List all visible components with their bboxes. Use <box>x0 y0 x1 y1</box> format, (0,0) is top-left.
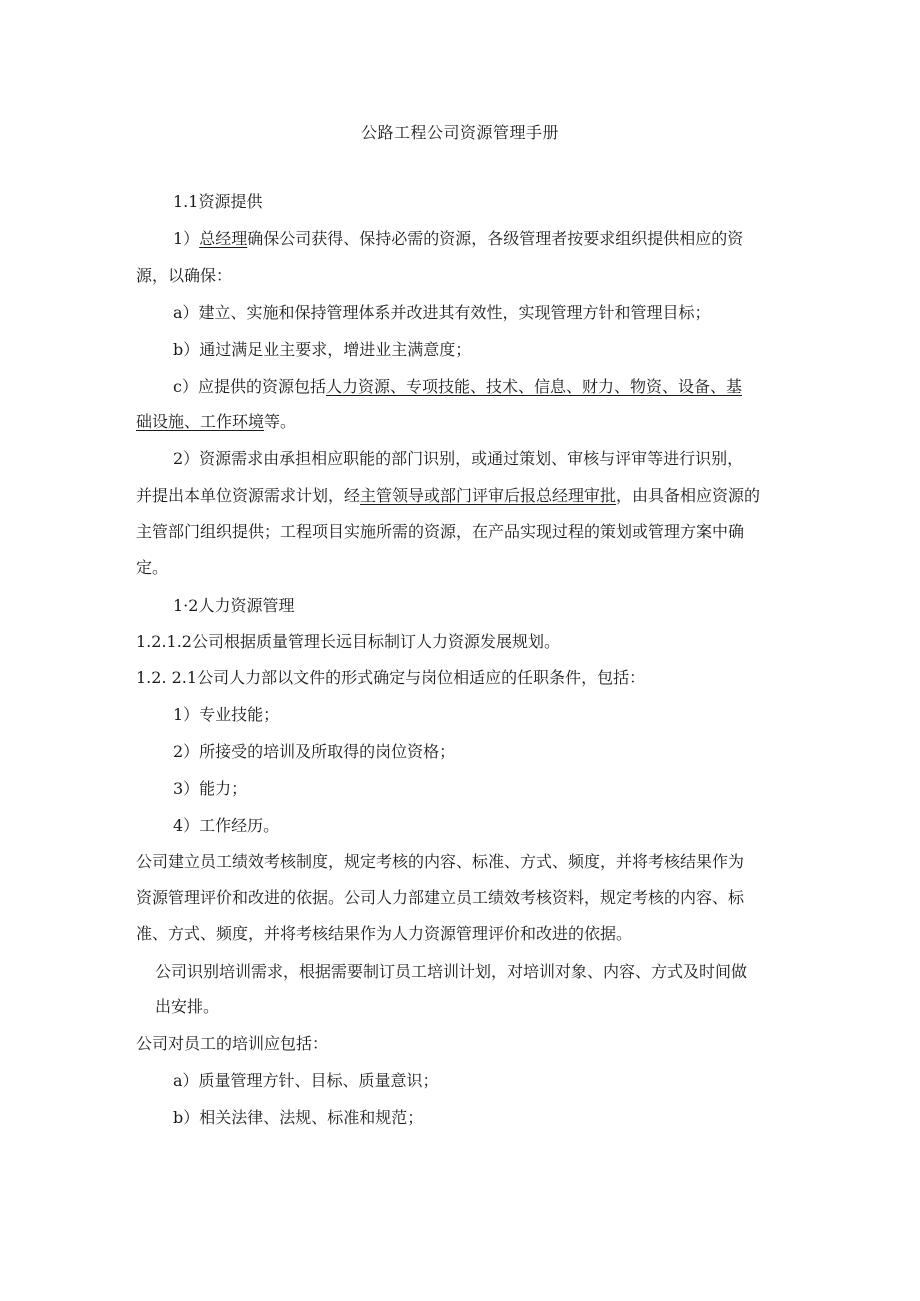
paragraph-1-line-1 <box>173 229 743 249</box>
training-requirements-intro: 公司对员工的培训应包括： <box>136 1034 329 1053</box>
paragraph-1-line-2: 源，以确保： <box>136 266 233 285</box>
list-item-b: b）通过满足业主要求，增进业主满意度； <box>173 340 472 359</box>
section-heading-1-2: 1·2人力资源管理 <box>173 596 295 615</box>
training-item-a: a）质量管理方针、目标、质量意识； <box>173 1071 439 1090</box>
appraisal-paragraph-line-1: 公司建立员工绩效考核制度，规定考核的内容、标准、方式、频度，并将考核结果作为 <box>136 852 745 871</box>
section-heading-1-1: 1.1资源提供 <box>173 192 263 211</box>
requirement-item-2: 2）所接受的培训及所取得的岗位资格； <box>173 742 456 761</box>
text-span: ，由具备相应资源的 <box>616 486 761 505</box>
clause-1-2-1-2: 1.2.1.2公司根据质量管理长远目标制订人力资源发展规划。 <box>136 632 560 651</box>
paragraph-2-line-3: 主管部门组织提供；工程项目实施所需的资源，在产品实现过程的策划或管理方案中确 <box>136 522 745 541</box>
training-item-b: b）相关法律、法规、标准和规范； <box>173 1108 424 1127</box>
underlined-resources-continued: 础设施、工作环境 <box>136 412 265 431</box>
requirement-item-3: 3）能力； <box>173 779 248 798</box>
document-title: 公路工程公司资源管理手册 <box>360 123 559 142</box>
training-paragraph-line-1: 公司识别培训需求，根据需要制订员工培训计划，对培训对象、内容、方式及时间做 <box>155 962 748 981</box>
underlined-term-general-manager: 总经理 <box>199 229 248 248</box>
appraisal-paragraph-line-3: 准、方式、频度，并将考核结果作为人力资源管理评价和改进的依据。 <box>136 924 633 943</box>
requirement-item-4: 4）工作经历。 <box>173 816 280 835</box>
training-paragraph-line-2: 出安排。 <box>155 997 220 1016</box>
list-item-a: a）建立、实施和保持管理体系并改进其有效性，实现管理方针和管理目标； <box>173 303 711 322</box>
paragraph-2-line-4: 定。 <box>136 558 169 577</box>
list-item-c-line-2 <box>136 412 296 432</box>
paragraph-2-line-2 <box>136 486 760 506</box>
appraisal-paragraph-line-2: 资源管理评价和改进的依据。公司人力部建立员工绩效考核资料，规定考核的内容、标 <box>136 888 745 907</box>
clause-1-2-2-1: 1.2. 2.1公司人力部以文件的形式确定与岗位相适应的任职条件，包括： <box>136 668 646 687</box>
text-span: 等。 <box>264 412 297 431</box>
text-span: c）应提供的资源包括 <box>173 377 326 396</box>
text-span: 1） <box>173 229 200 248</box>
underlined-approval-process: 主管领导或部门评审后报总经理审批 <box>360 486 617 505</box>
underlined-resources: 人力资源、专项技能、技术、信息、财力、物资、设备、基 <box>325 377 742 396</box>
text-span: 并提出本单位资源需求计划，经 <box>136 486 361 505</box>
text-span: 确保公司获得、保持必需的资源，各级管理者按要求组织提供相应的资 <box>247 229 744 248</box>
requirement-item-1: 1）专业技能； <box>173 705 280 724</box>
list-item-c-line-1 <box>173 377 742 397</box>
paragraph-2-line-1: 2）资源需求由承担相应职能的部门识别，或通过策划、审核与评审等进行识别， <box>173 449 744 468</box>
